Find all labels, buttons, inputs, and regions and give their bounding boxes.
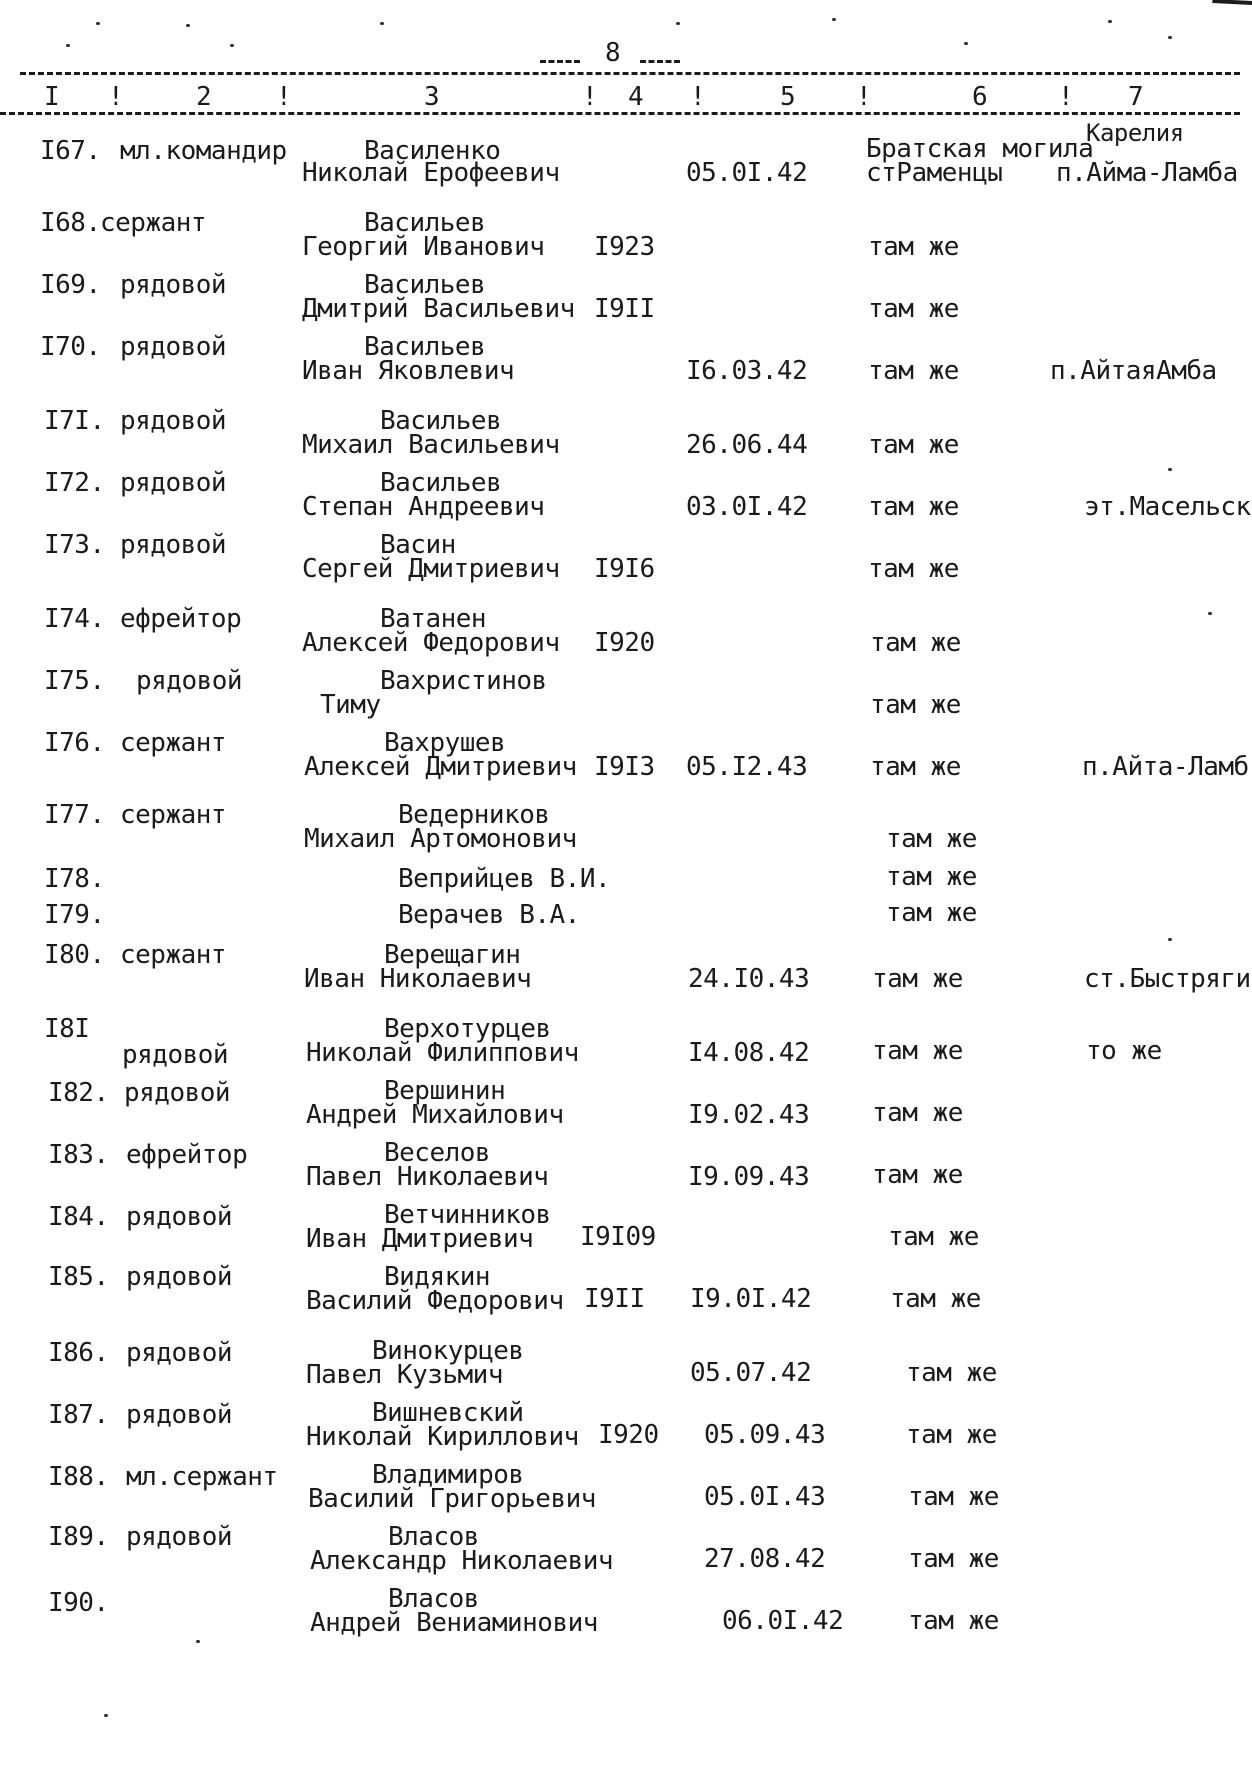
row-name: Павел Кузьмич	[306, 1360, 503, 1390]
row-place: п.Айма-Ламба	[1056, 158, 1238, 188]
row-burial: там же	[908, 1482, 999, 1512]
row-name: Николай Филиппович	[306, 1038, 579, 1068]
scan-speck	[380, 22, 384, 25]
row-burial: там же	[872, 964, 963, 994]
row-rank: рядовой	[124, 1078, 231, 1108]
row-number: I69.	[40, 270, 101, 300]
row-year: I9II	[594, 294, 655, 324]
row-burial: там же	[868, 232, 959, 262]
row-burial: там же	[886, 824, 977, 854]
row-rank: мл.сержант	[126, 1462, 278, 1492]
row-burial: там же	[872, 1036, 963, 1066]
row-surname: Веселов	[384, 1138, 491, 1168]
row-surname: Веприйцев В.И.	[398, 864, 611, 894]
row-name: Николай Кириллович	[306, 1422, 579, 1452]
row-name: Дмитрий Васильевич	[302, 294, 575, 324]
row-rank: мл.командир	[120, 136, 287, 166]
row-name: Иван Дмитриевич	[306, 1224, 534, 1254]
scan-speck	[1108, 20, 1112, 23]
row-surname: Васильев	[380, 468, 502, 498]
row-burial: там же	[906, 1358, 997, 1388]
row-date: 05.09.43	[704, 1420, 826, 1450]
row-surname: Вершинин	[384, 1076, 506, 1106]
row-burial: там же	[872, 1098, 963, 1128]
row-surname: Владимиров	[372, 1460, 524, 1490]
row-date: I9.02.43	[688, 1100, 810, 1130]
row-year: I920	[594, 628, 655, 658]
row-surname: Власов	[388, 1522, 479, 1552]
row-year: I9I09	[580, 1222, 656, 1252]
row-name: Иван Яковлевич	[302, 356, 515, 386]
row-date: 05.I2.43	[686, 752, 808, 782]
column-header-7: 7	[1128, 82, 1144, 112]
paper-edge-mark	[1212, 0, 1252, 19]
row-burial: там же	[886, 862, 977, 892]
row-date: I9.09.43	[688, 1162, 810, 1192]
column-separator: !	[690, 82, 706, 112]
row-date: 05.0I.42	[686, 158, 808, 188]
scan-speck	[676, 22, 680, 25]
row-surname: Вахрушев	[384, 728, 506, 758]
row-number: I8I	[44, 1014, 90, 1044]
row-burial: там же	[908, 1544, 999, 1574]
row-number: I79.	[44, 900, 105, 930]
row-name: Георгий Иванович	[302, 232, 545, 262]
row-burial: там же	[870, 628, 961, 658]
row-surname: Васильев	[364, 208, 486, 238]
page-number: 8	[605, 38, 621, 68]
row-name: Сергей Дмитриевич	[302, 554, 560, 584]
row-burial: там же	[868, 294, 959, 324]
row-number: I83.	[48, 1140, 109, 1170]
scan-speck	[1208, 612, 1212, 615]
row-date: 27.08.42	[704, 1544, 826, 1574]
row-number: I90.	[48, 1588, 109, 1618]
row-surname: Васильев	[364, 332, 486, 362]
row-burial: Братская могила	[866, 134, 1094, 164]
row-rank: рядовой	[120, 406, 227, 436]
row-name: Андрей Вениаминович	[310, 1608, 598, 1638]
row-surname: Вахристинов	[380, 666, 547, 696]
row-name: Алексей Дмитриевич	[304, 752, 577, 782]
row-burial: там же	[886, 898, 977, 928]
row-rank: рядовой	[126, 1202, 233, 1232]
row-number: I70.	[40, 332, 101, 362]
row-number: I84.	[48, 1202, 109, 1232]
row-burial-place: стРаменцы	[866, 158, 1003, 188]
scan-speck	[66, 44, 70, 47]
row-surname: Василенко	[364, 136, 501, 166]
row-name: Тиму	[320, 690, 381, 720]
row-year: I9II	[584, 1284, 645, 1314]
row-burial: там же	[872, 1160, 963, 1190]
row-place: п.АйтаяАмба	[1050, 356, 1217, 386]
row-surname: Васин	[380, 530, 456, 560]
column-header-6: 6	[972, 82, 988, 112]
row-rank: рядовой	[126, 1522, 233, 1552]
row-number: I86.	[48, 1338, 109, 1368]
row-rank: сержант	[120, 940, 227, 970]
row-number: I72.	[44, 468, 105, 498]
row-rank: ефрейтор	[126, 1140, 248, 1170]
row-name: Иван Николаевич	[304, 964, 532, 994]
row-rank: рядовой	[136, 666, 243, 696]
scan-speck	[230, 44, 234, 47]
row-name: Александр Николаевич	[310, 1546, 614, 1576]
row-surname: Ветчинников	[384, 1200, 551, 1230]
row-name: Николай Ерофеевич	[302, 158, 560, 188]
row-number: I7I.	[44, 406, 105, 436]
row-date: I4.08.42	[688, 1038, 810, 1068]
row-date: I9.0I.42	[690, 1284, 812, 1314]
row-surname: Васильев	[380, 406, 502, 436]
row-year: I920	[598, 1420, 659, 1450]
row-name: Андрей Михайлович	[306, 1100, 564, 1130]
row-surname: Видякин	[384, 1262, 491, 1292]
row-number: I77.	[44, 800, 105, 830]
scan-speck	[1168, 938, 1172, 941]
row-rank: рядовой	[120, 270, 227, 300]
scan-speck	[1168, 36, 1172, 39]
column-separator: !	[108, 82, 124, 112]
row-surname: Ватанен	[380, 604, 487, 634]
row-place: то же	[1086, 1036, 1162, 1066]
page-number-dash-right	[640, 60, 680, 63]
row-burial: там же	[868, 492, 959, 522]
row-number: I78.	[44, 864, 105, 894]
row-name: Степан Андреевич	[302, 492, 545, 522]
row-year: I9I6	[594, 554, 655, 584]
row-number: I87.	[48, 1400, 109, 1430]
scan-speck	[104, 1714, 108, 1717]
row-name: Михаил Васильевич	[302, 430, 560, 460]
row-burial: там же	[890, 1284, 981, 1314]
scan-speck	[186, 24, 190, 27]
row-number: I74.	[44, 604, 105, 634]
scan-speck	[96, 22, 100, 25]
row-rank: рядовой	[126, 1338, 233, 1368]
row-burial: там же	[868, 554, 959, 584]
column-header-5: 5	[780, 82, 796, 112]
row-date: I6.03.42	[686, 356, 808, 386]
column-header-3: 3	[424, 82, 440, 112]
row-burial: там же	[870, 690, 961, 720]
row-burial: там же	[870, 752, 961, 782]
column-header-2: 2	[196, 82, 212, 112]
row-name: Алексей Федорович	[302, 628, 560, 658]
row-number: I80.	[44, 940, 105, 970]
row-rank: рядовой	[120, 530, 227, 560]
row-burial: там же	[906, 1420, 997, 1450]
row-surname: Верачев В.А.	[398, 900, 580, 930]
scan-speck	[196, 1640, 200, 1643]
row-rank: рядовой	[126, 1262, 233, 1292]
row-number: I89.	[48, 1522, 109, 1552]
row-number: I68.	[40, 208, 101, 238]
row-date: 05.07.42	[690, 1358, 812, 1388]
row-date: 26.06.44	[686, 430, 808, 460]
row-number: I82.	[48, 1078, 109, 1108]
row-rank: рядовой	[122, 1040, 229, 1070]
row-number: I75.	[44, 666, 105, 696]
row-date: 03.0I.42	[686, 492, 808, 522]
row-burial: там же	[868, 356, 959, 386]
header-rule-top	[20, 72, 1240, 75]
row-date: 05.0I.43	[704, 1482, 826, 1512]
row-place: п.Айта-Ламб	[1082, 752, 1249, 782]
column-separator: !	[1058, 82, 1074, 112]
row-rank: рядовой	[126, 1400, 233, 1430]
row-rank: рядовой	[120, 332, 227, 362]
row-burial: там же	[908, 1606, 999, 1636]
row-rank: сержант	[120, 728, 227, 758]
scan-speck	[964, 42, 968, 45]
page-number-dash-left	[540, 60, 580, 63]
row-number: I73.	[44, 530, 105, 560]
row-name: Михаил Артомонович	[304, 824, 577, 854]
row-rank: рядовой	[120, 468, 227, 498]
row-name: Василий Григорьевич	[308, 1484, 596, 1514]
column-separator: !	[582, 82, 598, 112]
header-rule-bottom	[0, 112, 1240, 115]
row-rank: сержант	[100, 208, 207, 238]
row-number: I85.	[48, 1262, 109, 1292]
row-surname: Верхотурцев	[384, 1014, 551, 1044]
column-separator: !	[276, 82, 292, 112]
row-date: 24.I0.43	[688, 964, 810, 994]
row-rank: сержант	[120, 800, 227, 830]
row-rank: ефрейтор	[120, 604, 242, 634]
row-date: 06.0I.42	[722, 1606, 844, 1636]
row-surname: Верещагин	[384, 940, 521, 970]
row-surname: Васильев	[364, 270, 486, 300]
row-burial: там же	[868, 430, 959, 460]
row-region: Карелия	[1086, 119, 1184, 147]
row-place: ст.Быстряги	[1084, 964, 1251, 994]
scan-speck	[832, 18, 836, 21]
row-surname: Ведерников	[398, 800, 550, 830]
row-name: Павел Николаевич	[306, 1162, 549, 1192]
row-number: I67.	[40, 136, 101, 166]
row-surname: Вишневский	[372, 1398, 524, 1428]
column-header-1: I	[44, 82, 60, 112]
row-year: I923	[594, 232, 655, 262]
row-surname: Власов	[388, 1584, 479, 1614]
scan-speck	[1168, 468, 1172, 471]
row-surname: Винокурцев	[372, 1336, 524, 1366]
row-number: I76.	[44, 728, 105, 758]
row-number: I88.	[48, 1462, 109, 1492]
column-header-4: 4	[628, 82, 644, 112]
row-year: I9I3	[594, 752, 655, 782]
column-separator: !	[856, 82, 872, 112]
row-burial: там же	[888, 1222, 979, 1252]
row-name: Василий Федорович	[306, 1286, 564, 1316]
row-place: эт.Масельск	[1084, 492, 1251, 522]
